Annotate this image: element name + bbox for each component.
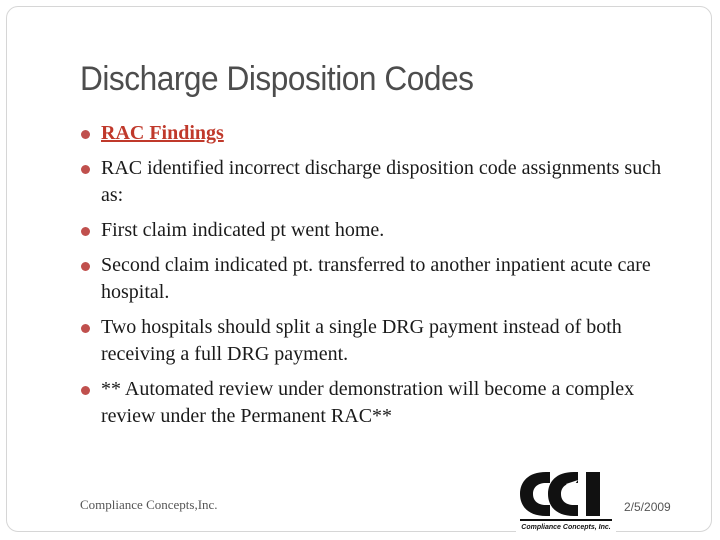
slide-title: Discharge Disposition Codes — [80, 60, 474, 98]
bullet-item — [80, 314, 670, 368]
bullet-dot-icon — [81, 227, 90, 236]
rac-findings-link[interactable]: RAC Findings — [101, 122, 224, 144]
bullet-dot-icon — [81, 165, 90, 174]
bullet-text: Second claim indicated pt. transferred to another inpatient acute care hospital. — [101, 254, 651, 303]
bullet-text: ** Automated review under demonstration will become a complex review under the Permanent RAC** — [101, 378, 635, 427]
cci-logo-icon — [516, 466, 616, 532]
bullet-text: First claim indicated pt went home. — [101, 219, 385, 241]
bullet-dot-icon — [81, 324, 90, 333]
bullet-item — [80, 376, 670, 430]
bullet-item — [80, 120, 670, 147]
bullet-item — [80, 217, 670, 244]
svg-text:Compliance Concepts, Inc.: Compliance Concepts, Inc. — [521, 524, 611, 531]
bullet-dot-icon — [81, 130, 90, 139]
company-logo — [516, 466, 616, 532]
bullet-item — [80, 252, 670, 306]
footer-company: Compliance Concepts,Inc. — [80, 497, 218, 512]
bullet-dot-icon — [81, 386, 90, 395]
footer-date: 2/5/2009 — [624, 500, 671, 514]
bullet-text: RAC identified incorrect discharge disposition code assignments such as: — [101, 157, 662, 206]
bullet-item — [80, 155, 670, 209]
bullet-list — [80, 120, 670, 438]
bullet-text: Two hospitals should split a single DRG payment instead of both receiving a full DRG payment. — [101, 316, 622, 365]
bullet-dot-icon — [81, 262, 90, 271]
